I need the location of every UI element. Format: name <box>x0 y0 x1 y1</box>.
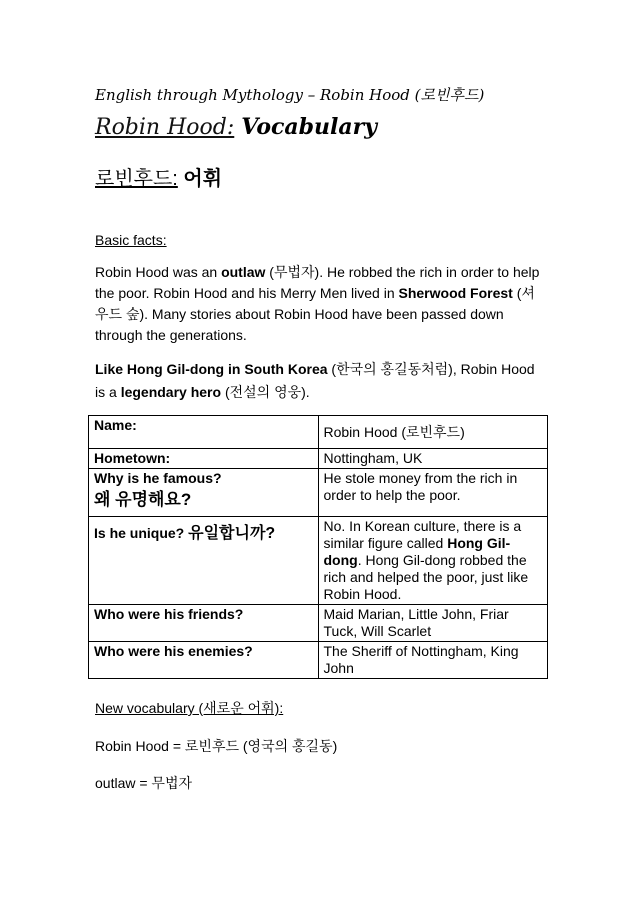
p1-outlaw: outlaw <box>221 264 266 280</box>
famous-label: Why is he famous? <box>94 470 222 486</box>
p2-bold-1: Like Hong Gil-dong in South Korea <box>95 361 328 377</box>
course-header: English through Mythology – Robin Hood (로빈후드) <box>95 86 485 104</box>
table-row <box>89 642 548 679</box>
unique-value <box>318 517 548 605</box>
table-row <box>89 605 548 642</box>
hometown-label: Hometown: <box>89 449 319 469</box>
p1-forest: Sherwood Forest <box>398 285 513 301</box>
table-row <box>89 449 548 469</box>
table-row <box>89 517 548 605</box>
vocab-item-outlaw: outlaw = 무법자 <box>95 775 192 791</box>
unique-value-bold: Hong Gil-dong <box>323 535 511 568</box>
table-row <box>89 469 548 517</box>
p1-text-c: (셔우드 숲). Many stories about Robin Hood have been passed down through the generations. <box>95 285 535 343</box>
page-title <box>95 114 377 140</box>
korean-title-bold: 어휘 <box>183 168 223 190</box>
basic-facts-heading: Basic facts: <box>95 232 167 248</box>
unique-label-cell <box>89 517 319 605</box>
unique-value-a: No. In Korean culture, there is a similar figure called <box>323 518 522 551</box>
new-vocabulary-heading: New vocabulary (새로운 어휘): <box>95 700 284 716</box>
enemies-label: Who were his enemies? <box>89 642 319 679</box>
hometown-value: Nottingham, UK <box>318 449 548 469</box>
title-bold: Vocabulary <box>241 114 378 140</box>
p1-text-a: Robin Hood was an <box>95 264 222 280</box>
famous-label-korean: 왜 유명해요? <box>94 490 192 509</box>
enemies-value: The Sheriff of Nottingham, King John <box>318 642 548 679</box>
p1-text-b: (무법자). He robbed the rich in order to help the poor. Robin Hood and his Merry Men lived in <box>95 264 540 301</box>
famous-label-cell <box>89 469 319 517</box>
name-label: Name: <box>89 416 319 449</box>
unique-label: Is he unique? <box>94 525 185 541</box>
basic-facts-paragraph-2 <box>95 358 545 404</box>
p2-text-b: (전설의 영웅). <box>221 384 310 400</box>
facts-table <box>88 415 548 679</box>
korean-title-underlined: 로빈후드: <box>95 168 178 190</box>
p2-text-a: (한국의 홍길동처럼), Robin Hood is a <box>95 361 535 400</box>
friends-label: Who were his friends? <box>89 605 319 642</box>
friends-value: Maid Marian, Little John, Friar Tuck, Will Scarlet <box>318 605 548 642</box>
famous-value: He stole money from the rich in order to help the poor. <box>318 469 548 517</box>
vocab-item-robin-hood: Robin Hood = 로빈후드 (영국의 홍길동) <box>95 738 338 754</box>
title-underlined: Robin Hood: <box>95 115 235 140</box>
unique-label-korean: 유일합니까? <box>188 525 276 542</box>
unique-value-b: . Hong Gil-dong robbed the rich and helped the poor, just like Robin Hood. <box>323 552 529 602</box>
korean-title <box>95 162 222 191</box>
table-row <box>89 416 548 449</box>
p2-bold-2: legendary hero <box>120 384 222 400</box>
name-value: Robin Hood (로빈후드) <box>318 416 548 449</box>
basic-facts-paragraph-1 <box>95 262 545 346</box>
